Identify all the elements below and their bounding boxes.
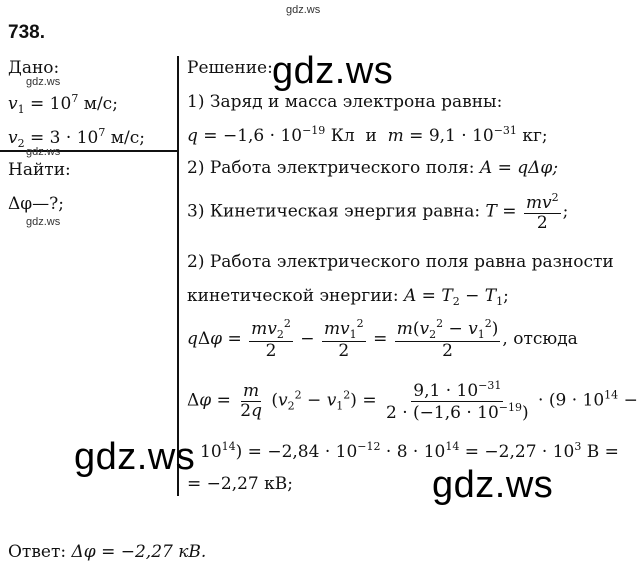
eq2-tail-end: − — [623, 390, 638, 411]
step3-fraction — [524, 192, 561, 232]
eq2-tail-exp: 14 — [604, 388, 619, 402]
watermark-top: gdz.ws — [286, 4, 321, 16]
frac-mv2: $\frac{mv_2^2}{2}$ — [251, 317, 291, 362]
line3-mid-exp: −12 — [357, 440, 381, 453]
v1-exp: 7 — [71, 92, 79, 105]
equation-final: = −2,27 кВ; — [187, 474, 293, 494]
step4-line2: кинетической энергии: $A = T_2 - T_1$; — [187, 286, 509, 308]
step4-text: кинетической энергии: — [187, 286, 399, 306]
eq2-den-exp: −19 — [498, 400, 522, 414]
line3-eq: = −2,27 · 10 — [464, 442, 575, 462]
step1-text: 1) Заряд и масса электрона равны: — [187, 92, 503, 112]
equation-potential: Δφ = $\frac{m}{2q}$ $(v_2^2 - v_1^2)$ = $\frac{9,1 \cdot 10^{-31}}{2 \cdot (-1,6 \cdot 10^{-19})}$ · ($9 \cdot 10^{14}$ − — [187, 379, 638, 423]
v2-unit: м/с; — [110, 128, 145, 148]
v2-value: 3 · 10 — [49, 128, 99, 148]
line3-mid2-exp: 14 — [445, 440, 460, 453]
watermark-big-left: gdz.ws — [74, 436, 196, 478]
equation-energy: qΔφ = $\frac{mv_2^2}{2}$ − $\frac{mv_1^2}{2}$ = $\frac{m(v_2^2 - v_1^2)}{2}$ , отсюда — [187, 317, 578, 362]
v1-unit: м/с; — [83, 94, 118, 114]
given-v1: $v_1 = 10^7$ м/с; — [8, 92, 118, 116]
frac-diff: $\frac{m(v_2^2 - v_1^2)}{2}$ — [396, 317, 499, 362]
eq1-tail: , отсюда — [502, 328, 578, 349]
line3-start-exp: 14 — [221, 440, 236, 453]
step3-numerator: $mv^2$ — [525, 191, 559, 213]
eq2-tail: · (9 · 10 — [538, 390, 605, 411]
step4-line1: 2) Работа электрического поля равна разности — [187, 252, 614, 272]
problem-number: 738. — [8, 22, 45, 43]
line3-mid2: · 8 · 10 — [385, 442, 446, 462]
solution-title: Решение: — [187, 58, 273, 78]
q-exp: −19 — [302, 124, 326, 137]
v1-value: 10 — [49, 94, 72, 114]
v2-exp: 7 — [98, 126, 106, 139]
eq2-num-exp: −31 — [478, 379, 502, 392]
equation-result — [200, 440, 619, 462]
line3-mid: ) = −2,84 · 10 — [235, 442, 358, 462]
q-value: −1,6 · 10 — [222, 126, 303, 146]
step3: 3) Кинетическая энергия равна: T = $\frac{mv^2}{2}$ ; — [187, 191, 569, 233]
vertical-divider — [177, 56, 179, 496]
watermark-big-right: gdz.ws — [432, 464, 554, 506]
given-label: Дано: — [8, 58, 60, 78]
step1-values: $q = -1,6 \cdot 10^{-19}$ Кл и $m = 9,1 \cdot 10^{-31}$ кг; — [187, 124, 548, 146]
frac-m-2q: $\frac{m}{2q}$ — [240, 381, 262, 421]
frac-numeric: $\frac{9,1 \cdot 10^{-31}}{2 \cdot (-1,6 \cdot 10^{-19})}$ — [385, 379, 529, 423]
watermark-big-top: gdz.ws — [272, 50, 394, 92]
step2: 2) Работа электрического поля: A = qΔφ; — [187, 158, 559, 178]
eq2-num: 9,1 · 10 — [413, 381, 479, 401]
eq2-den: 2 · (−1,6 · 10 — [385, 402, 499, 423]
m-unit: кг; — [522, 126, 548, 146]
line3-eq-exp: 3 — [574, 440, 582, 453]
given-v2: $v_2 = 3 \cdot 10^7$ м/с; — [8, 126, 145, 150]
find-label: Найти: — [8, 160, 71, 180]
answer-value: Δφ = −2,27 кВ. — [71, 542, 207, 562]
watermark-small-2: gdz.ws — [26, 146, 61, 158]
step3-lhs: T = — [485, 201, 517, 222]
step2-text: 2) Работа электрического поля: — [187, 158, 475, 178]
find-query: Δφ—?; — [8, 194, 65, 214]
and-word: и — [365, 126, 377, 146]
answer — [8, 542, 206, 562]
m-value: 9,1 · 10 — [428, 126, 494, 146]
m-exp: −31 — [493, 124, 517, 137]
q-unit: Кл — [330, 126, 355, 146]
step2-formula: qΔφ; — [517, 158, 559, 178]
watermark-small-1: gdz.ws — [26, 76, 61, 88]
frac-mv1: $\frac{mv_1^2}{2}$ — [323, 317, 364, 362]
watermark-small-3: gdz.ws — [26, 216, 61, 228]
answer-label: Ответ: — [8, 542, 67, 562]
step3-denominator: 2 — [536, 212, 548, 233]
line3-unit: В = — [586, 442, 619, 462]
step3-text: 3) Кинетическая энергия равна: — [187, 201, 481, 222]
line3-start: 10 — [200, 442, 222, 462]
